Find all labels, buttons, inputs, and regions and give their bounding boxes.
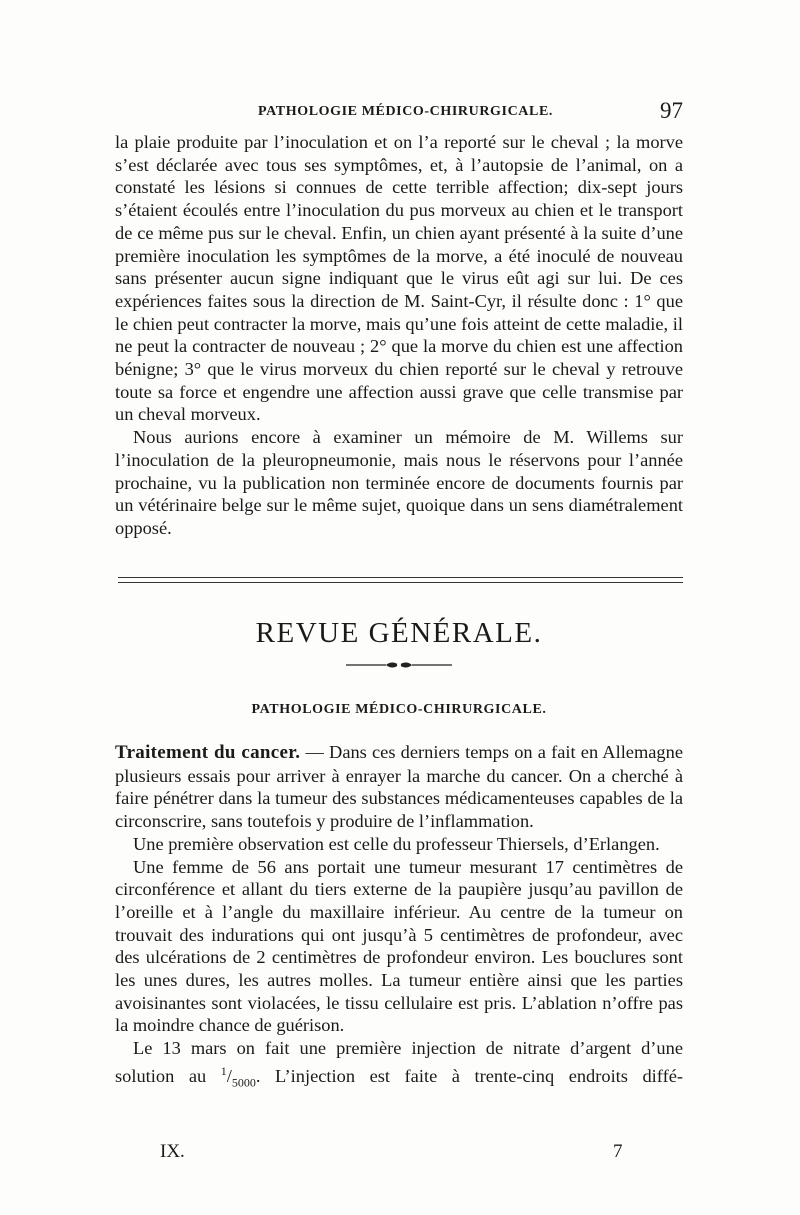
section-divider: [118, 577, 683, 583]
article-paragraph: [115, 741, 683, 833]
article-text-run: — Dans ces derniers temps on a fait en Allemagne plusieurs essais pour arriver à enrayer la marche du cancer. On a cherché à faire pénétrer dans la tumeur des substances médicamenteuses capables de la circonscrire, sans toutefois y produire de l’inflammation.: [115, 742, 683, 832]
sheet-number: 7: [613, 1141, 623, 1162]
article-text-run: Le 13 mars on fait une première injection de nitrate d’argent d’une solution au: [115, 1038, 683, 1086]
fraction-denominator: 5000: [231, 1075, 256, 1090]
continued-text: [115, 131, 683, 540]
fraction-numerator: 1: [220, 1063, 227, 1078]
article-text-run: . L’injection est faite à trente-cinq endroits diffé-: [255, 1065, 683, 1086]
article-text: [115, 741, 683, 1094]
ornament-divider: [346, 659, 452, 671]
article-paragraph: [115, 1037, 683, 1094]
page-number: 97: [660, 98, 683, 123]
article-lead: Traitement du cancer.: [115, 742, 301, 763]
paragraph: la plaie produite par l’inoculation et on l’a reporté sur le cheval ; la morve s’est déclarée avec tous ses symptômes, et, à l’autopsie de l’animal, on a constaté les lésions si connues de cette terrible affection; dix-sept jours s’étaient écoulés entre l’inoculation du pus morveux au chien et le transport de ce même pus sur le cheval. Enfin, un chien ayant présenté à la suite d’une première inoculation les symptômes de la morve, a été inoculé de nouveau sans présenter aucun signe indiquant que le virus eût agi sur lui. De ces expériences faites sous la direction de M. Saint-Cyr, il résulte donc : 1° que le chien peut contracter la morve, mais qu’une fois atteint de cette maladie, il ne peut la contracter de nouveau ; 2° que la morve du chien est une affection bénigne; 3° que le virus morveux du chien reporté sur le cheval y retrouve toute sa force et engendre une affection aussi grave que celle transmise par un cheval morveux.: [115, 132, 683, 425]
signature-mark: IX.: [160, 1141, 185, 1162]
running-title: PATHOLOGIE MÉDICO-CHIRURGICALE.: [258, 104, 553, 119]
paragraph: Nous aurions encore à examiner un mémoire de M. Willems sur l’inoculation de la pleuropneumonie, mais nous le réservons pour l’année prochaine, vu la publication non terminée encore de documents fournis par un vétérinaire belge sur le même sujet, quoique dans un sens diamétralement opposé.: [115, 427, 683, 538]
section-title: REVUE GÉNÉRALE.: [255, 617, 543, 649]
section-subtitle: PATHOLOGIE MÉDICO-CHIRURGICALE.: [251, 702, 547, 717]
article-paragraph: Une première observation est celle du professeur Thiersels, d’Erlangen.: [133, 833, 660, 854]
article-paragraph: Une femme de 56 ans portait une tumeur mesurant 17 centimètres de circonférence et allant du tiers externe de la paupière jusqu’au pavillon de l’oreille et à l’angle du maxillaire inférieur. Au centre de la tumeur on trouvait des indurations qui ont jusqu’à 5 centimètres de profondeur, avec des ulcérations de 2 centimètres de profondeur environ. Les bouclures sont les unes dures, les autres molles. La tumeur entière ainsi que les parties avoisinantes sont violacées, le tissu cellulaire est pris. L’ablation n’offre pas la moindre chance de guérison.: [115, 856, 683, 1036]
running-head: [115, 98, 683, 124]
fraction: $^1/_{5000}$: [220, 1063, 256, 1090]
